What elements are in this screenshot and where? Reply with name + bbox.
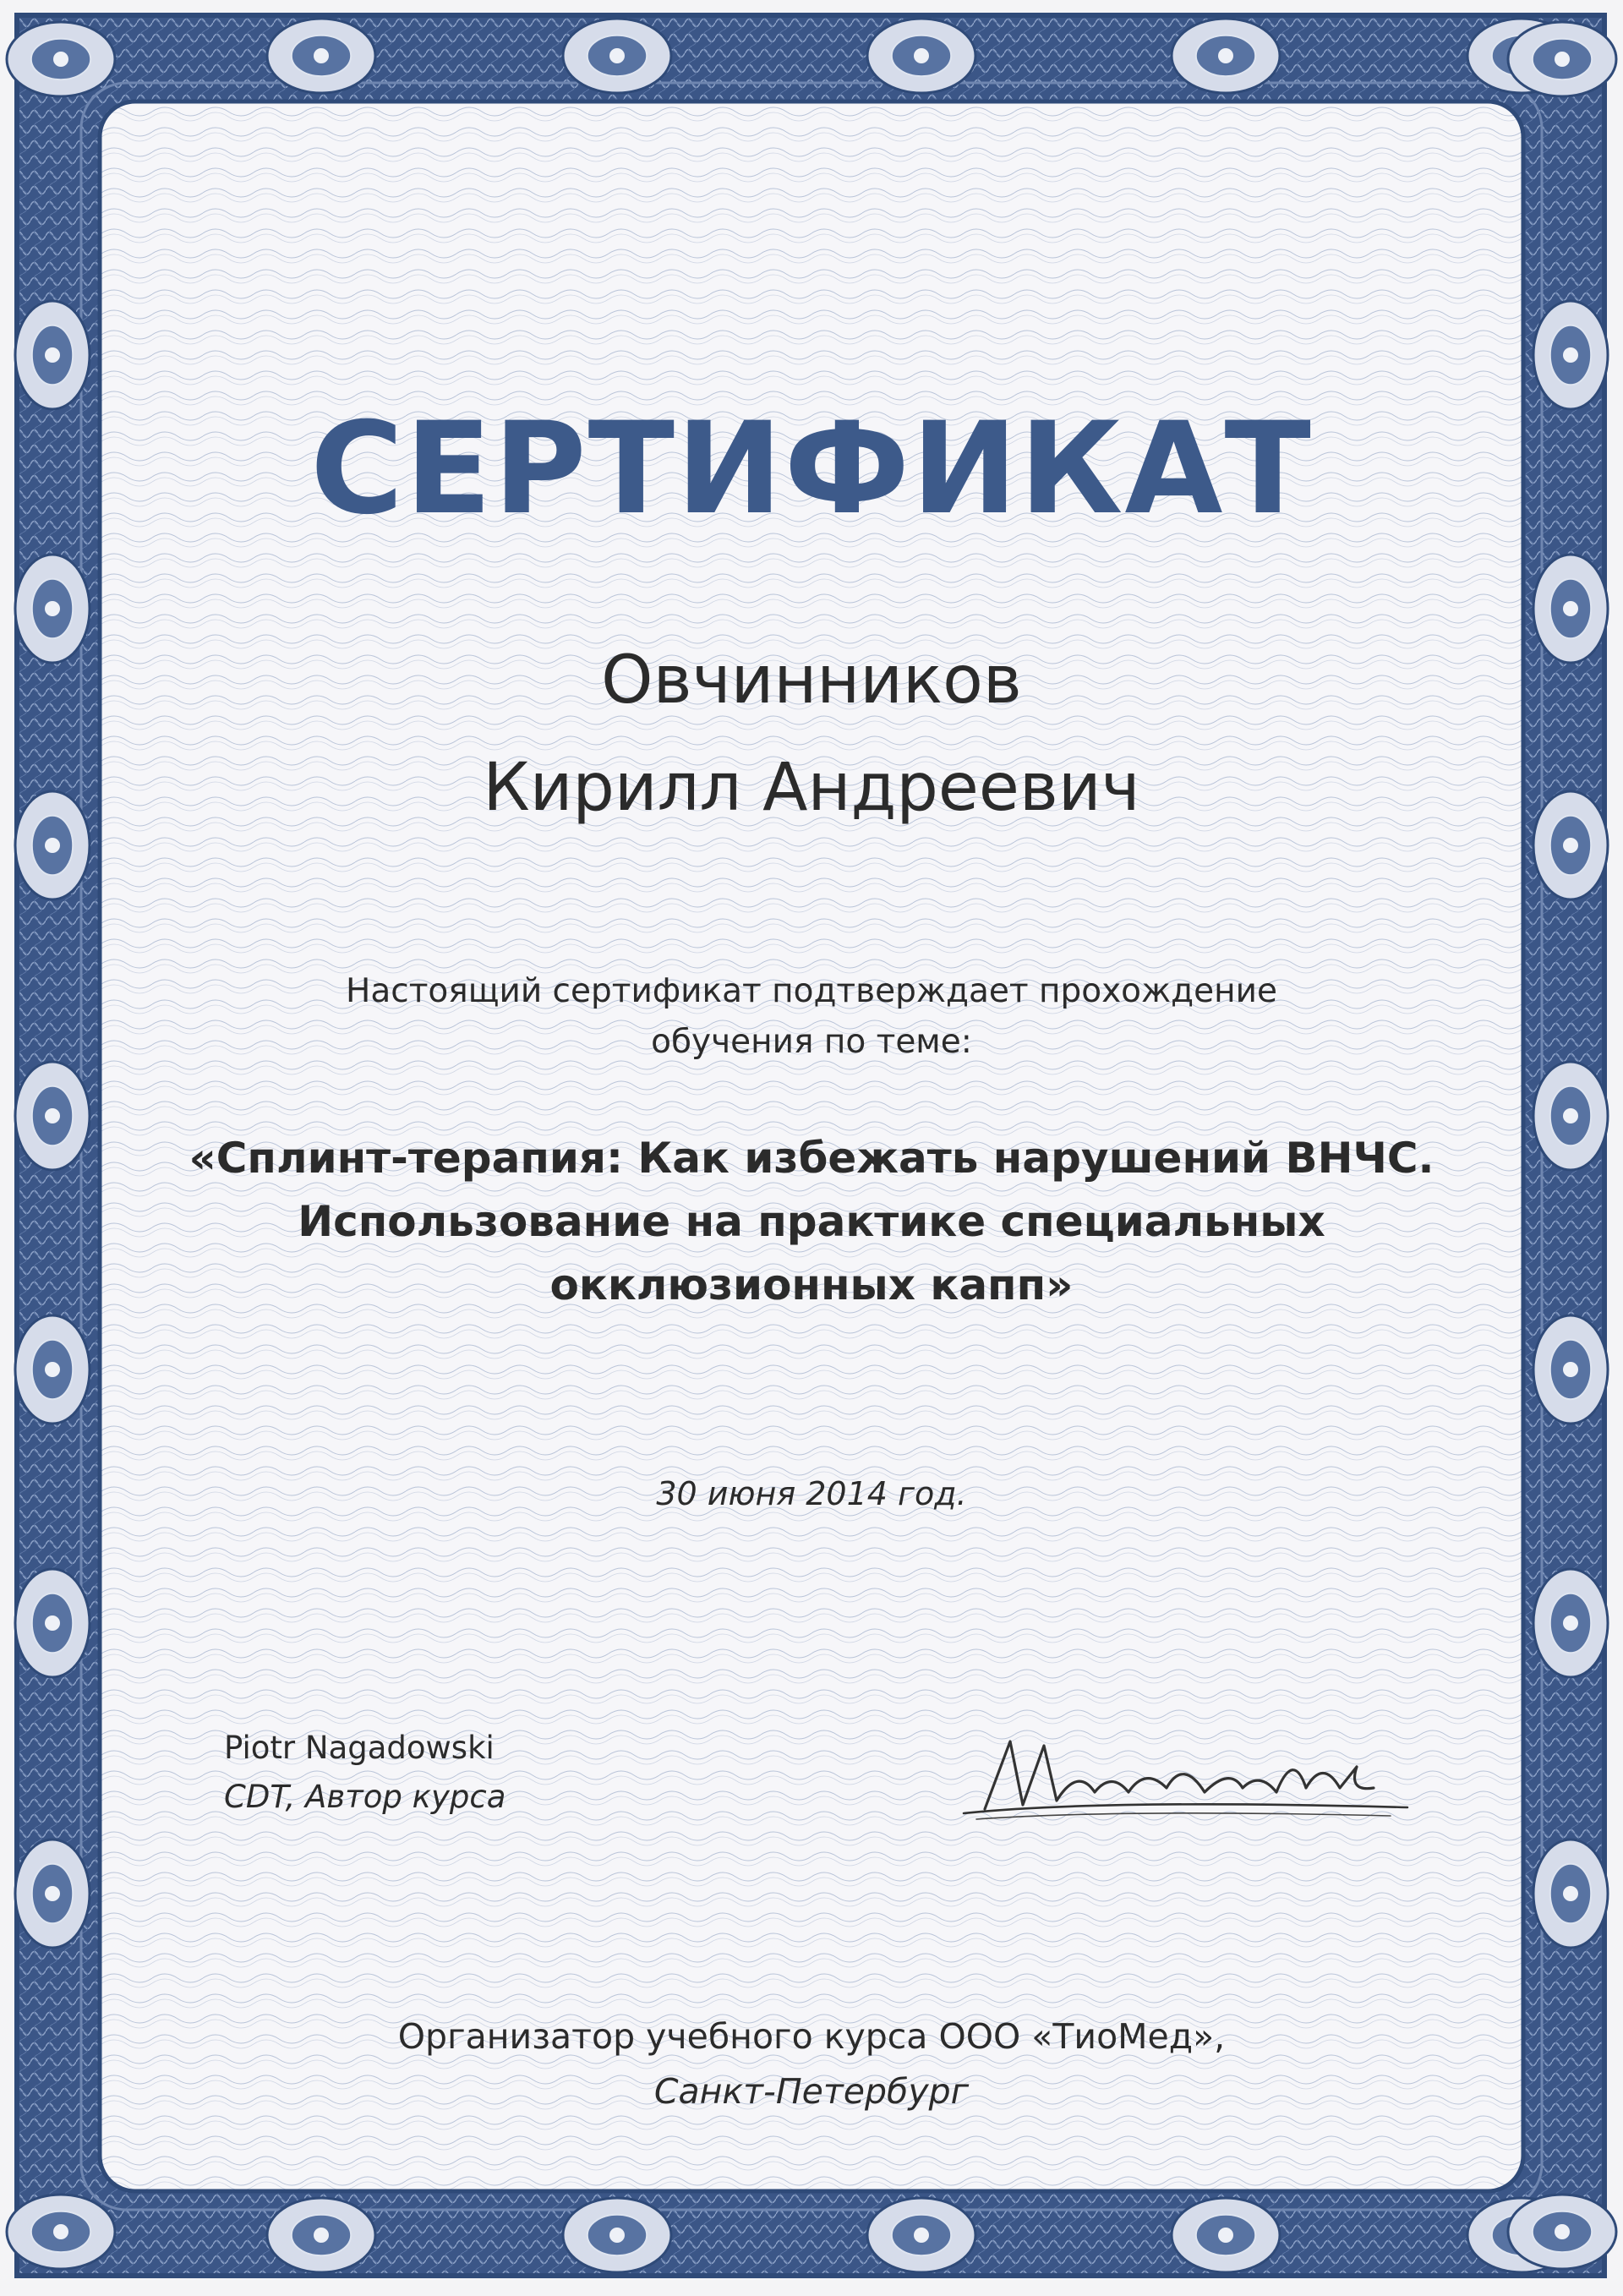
course-topic-line-1: «Сплинт-терапия: Как избежать нарушений ВНЧС. <box>189 1134 1434 1183</box>
organizer-line-1: Организатор учебного курса ООО «ТиоМед», <box>397 2016 1226 2057</box>
border-medallion <box>867 2198 975 2272</box>
border-medallion <box>7 22 115 96</box>
border-medallion <box>15 791 90 899</box>
border-medallion <box>1172 19 1280 93</box>
intro-text-line-2: обучения по теме: <box>651 1023 972 1061</box>
border-medallion <box>15 301 90 409</box>
border-medallion <box>563 2198 671 2272</box>
border-medallion <box>15 1569 90 1677</box>
border-medallion <box>15 1062 90 1170</box>
course-topic-line-2: Использование на практике специальных <box>298 1197 1325 1246</box>
recipient-given-names: Кирилл Андреевич <box>483 750 1140 826</box>
author-name: Piotr Nagadowski <box>224 1730 495 1766</box>
border-medallion <box>1533 1062 1608 1170</box>
border-medallion <box>7 2195 115 2269</box>
author-signature <box>951 1708 1424 1843</box>
intro-text-line-1: Настоящий сертификат подтверждает прохождение <box>346 972 1277 1010</box>
border-medallion <box>867 19 975 93</box>
border-medallion <box>1533 555 1608 663</box>
author-role: CDT, Автор курса <box>224 1779 506 1815</box>
border-medallion <box>15 1840 90 1948</box>
recipient-surname: Овчинников <box>601 642 1022 719</box>
course-topic-line-3: окклюзионных капп» <box>549 1260 1074 1309</box>
border-medallion <box>267 19 375 93</box>
border-medallion <box>563 19 671 93</box>
border-medallion <box>1533 301 1608 409</box>
border-medallion <box>15 555 90 663</box>
border-medallion <box>1508 2195 1616 2269</box>
border-medallion <box>267 2198 375 2272</box>
organizer-city: Санкт-Петербург <box>653 2071 970 2112</box>
border-medallion <box>1508 22 1616 96</box>
border-medallion <box>1533 1569 1608 1677</box>
border-medallion <box>15 1315 90 1424</box>
border-medallion <box>1172 2198 1280 2272</box>
border-medallion <box>1533 1315 1608 1424</box>
border-medallion <box>1533 1840 1608 1948</box>
certificate-date: 30 июня 2014 год. <box>656 1475 967 1512</box>
border-medallion <box>1533 791 1608 899</box>
certificate-title: СЕРТИФИКАТ <box>310 396 1313 543</box>
